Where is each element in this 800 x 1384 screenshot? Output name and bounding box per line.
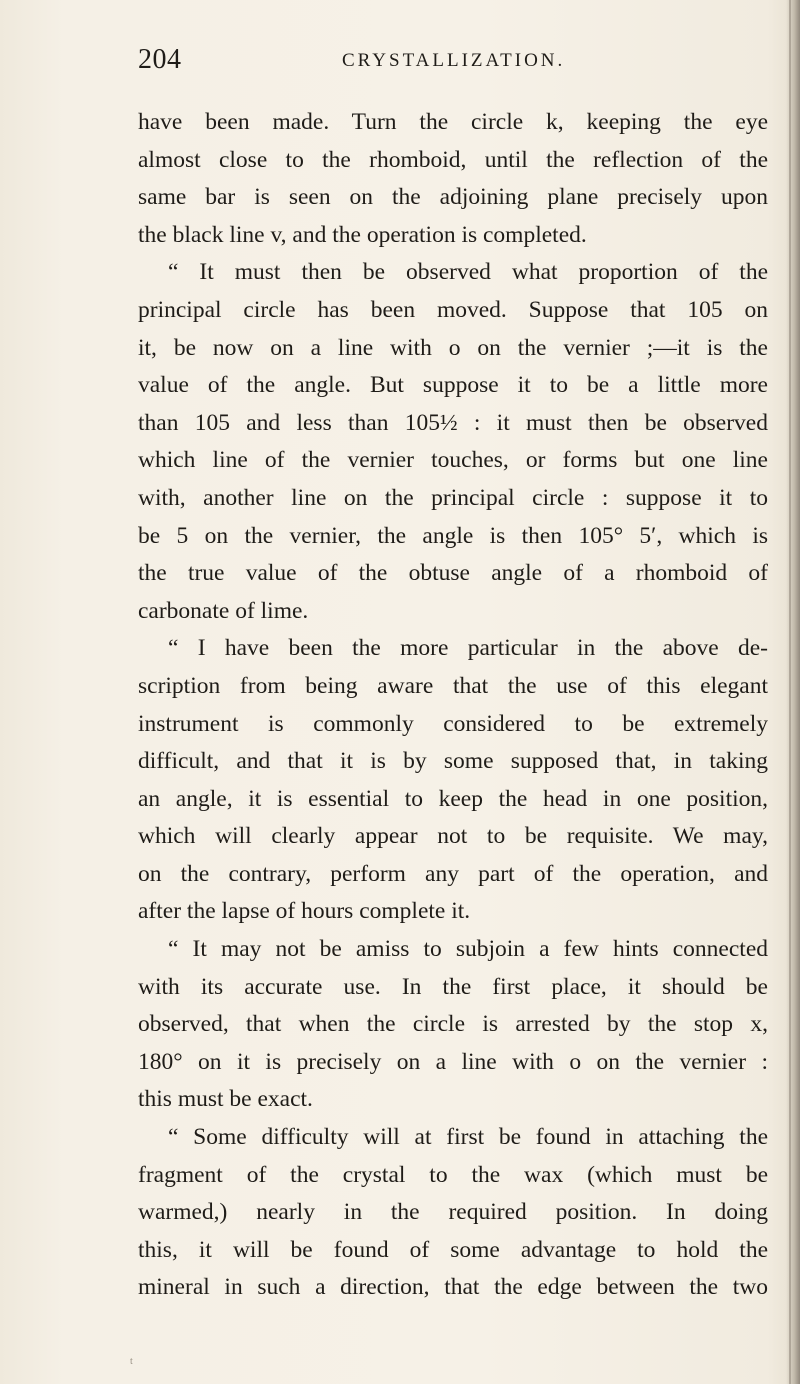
text-line: “ Some difficulty will at first be found in attaching the <box>168 1124 768 1151</box>
text-line: which line of the vernier touches, or forms but one line <box>138 447 768 474</box>
text-line: be 5 on the vernier, the angle is then 105° 5′, which is <box>138 522 768 549</box>
text-line: 180° on it is precisely on a line with o on the vernier : <box>138 1048 768 1075</box>
running-head: CRYSTALLIZATION. <box>342 50 566 71</box>
text-line: warmed,) nearly in the required position. In doing <box>138 1199 768 1226</box>
page-header <box>138 44 778 80</box>
text-line: an angle, it is essential to keep the head in one position, <box>138 785 768 812</box>
text-line: “ It must then be observed what proportion of the <box>168 259 768 286</box>
text-line: this, it will be found of some advantage to hold the <box>138 1236 768 1263</box>
text-line: observed, that when the circle is arrested by the stop x, <box>138 1011 768 1038</box>
text-line: the black line v, and the operation is completed. <box>138 221 587 248</box>
text-line: with, another line on the principal circle : suppose it to <box>138 484 768 511</box>
text-line: which will clearly appear not to be requisite. We may, <box>138 823 768 850</box>
text-line: mineral in such a direction, that the edge between the two <box>138 1274 768 1301</box>
text-line: instrument is commonly considered to be extremely <box>138 710 768 737</box>
text-line: value of the angle. But suppose it to be a little more <box>138 372 768 399</box>
text-line: than 105 and less than 105½ : it must then be observed <box>138 409 768 436</box>
text-line: carbonate of lime. <box>138 597 309 624</box>
text-line: the true value of the obtuse angle of a rhomboid of <box>138 560 768 587</box>
text-line: on the contrary, perform any part of the operation, and <box>138 860 768 887</box>
text-line: difficult, and that it is by some supposed that, in taking <box>138 748 768 775</box>
page-number: 204 <box>138 44 182 75</box>
text-line: have been made. Turn the circle k, keeping the eye <box>138 109 768 135</box>
text-line: after the lapse of hours complete it. <box>138 898 471 925</box>
text-line: fragment of the crystal to the wax (which must be <box>138 1161 768 1188</box>
body-text <box>138 104 768 1307</box>
page-edge-line <box>789 0 791 1384</box>
text-line: same bar is seen on the adjoining plane precisely upon <box>138 184 768 211</box>
footer-mark: t <box>130 1356 133 1367</box>
text-line: with its accurate use. In the first place, it should be <box>138 973 768 1000</box>
text-line: it, be now on a line with o on the vernier ;—it is the <box>138 334 768 361</box>
text-line: “ I have been the more particular in the above de- <box>168 635 768 662</box>
text-line: scription from being aware that the use of this elegant <box>138 672 768 699</box>
text-line: principal circle has been moved. Suppose that 105 on <box>138 296 768 323</box>
text-line: almost close to the rhomboid, until the reflection of the <box>138 146 768 173</box>
text-line: “ It may not be amiss to subjoin a few hints connected <box>168 936 768 963</box>
text-line: this must be exact. <box>138 1086 313 1113</box>
